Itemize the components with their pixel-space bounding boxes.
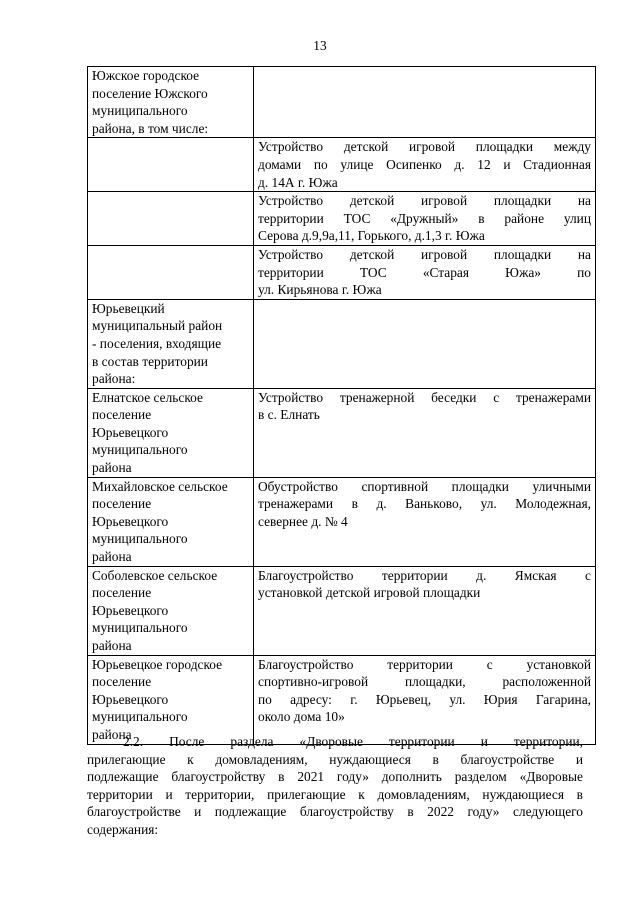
settlement-text-line: Елнатское сельское	[92, 389, 203, 405]
settlement-text-line: Юрьевецкий	[92, 300, 165, 316]
project-cell	[254, 655, 596, 744]
project-text-line: Устройство детской игровой площадки на	[258, 246, 591, 262]
project-text-line: установкой детской игровой площадки	[258, 585, 481, 601]
table-row	[88, 245, 596, 299]
page-number: 13	[313, 38, 327, 53]
settlement-cell	[88, 477, 254, 566]
project-cell	[254, 67, 596, 138]
project-text-line: территории ТОС «Старая Южа» по	[258, 264, 591, 280]
project-text-line: тренажерами в д. Ваньково, ул. Молодежная,	[258, 496, 591, 512]
settlement-text-line: поселение	[92, 674, 152, 690]
settlement-text-line: района, в том числе:	[92, 120, 209, 136]
table-row	[88, 477, 596, 566]
settlement-text-line: района	[92, 726, 132, 742]
settlement-text-line: муниципального	[92, 620, 188, 636]
settlement-text-line: Михайловское сельское	[92, 478, 228, 494]
project-text-line: по адресу: г. Юрьевец, ул. Юрия Гагарина,	[258, 691, 591, 707]
paragraph-line: подлежащие благоустройству в 2021 году» дополнить разделом «Дворовые	[87, 769, 583, 785]
project-text-line: территории ТОС «Дружный» в районе улиц	[258, 210, 591, 226]
settlement-cell	[88, 245, 254, 299]
settlement-text-line: Юрьевецкое городское	[92, 656, 223, 672]
table-row	[88, 655, 596, 744]
settlement-text-line: района	[92, 638, 132, 653]
project-text-line: д. 14А г. Южа	[258, 174, 338, 190]
paragraph-line: содержания:	[87, 821, 159, 837]
project-cell	[254, 388, 596, 477]
table-row	[88, 67, 596, 138]
table-row	[88, 388, 596, 477]
project-cell	[254, 245, 596, 299]
paragraph-line: территории и территории, прилегающие к домовладениям, нуждающиеся в	[87, 786, 583, 802]
settlement-text-line: Юрьевецкого	[92, 691, 169, 707]
amendment-paragraph	[87, 733, 583, 839]
settlement-cell	[88, 67, 254, 138]
project-text-line: домами по улице Осипенко д. 12 и Стадионная	[258, 156, 591, 172]
table-row	[88, 566, 596, 655]
paragraph-line: 2.2. После раздела «Дворовые территории и территории,	[123, 734, 583, 749]
settlement-text-line: района	[92, 460, 132, 476]
table-row	[88, 138, 596, 192]
settlement-cell	[88, 566, 254, 655]
settlement-cell	[88, 192, 254, 246]
settlement-text-line: поселение	[92, 407, 152, 423]
settlement-text-line: района:	[92, 371, 136, 387]
project-text-line: Устройство детской игровой площадки на	[258, 193, 591, 209]
paragraph-line: прилегающие к домовладениям, нуждающиеся в благоустройстве и	[87, 751, 583, 767]
settlement-text-line: муниципального	[92, 709, 188, 725]
settlement-text-line: поселение Южского	[92, 85, 208, 101]
project-text-line: ул. Кирьянова г. Южа	[258, 282, 382, 298]
settlement-text-line: Юрьевецкого	[92, 424, 169, 440]
settlement-text-line: в состав территории	[92, 353, 208, 369]
settlement-cell	[88, 655, 254, 744]
project-text-line: около дома 10»	[258, 709, 345, 725]
settlement-text-line: района	[92, 549, 132, 565]
settlement-text-line: Юрьевецкого	[92, 513, 169, 529]
project-text-line: Благоустройство территории д. Ямская с	[258, 567, 591, 583]
project-text-line: Серова д.9,9а,11, Горького, д.1,3 г. Южа	[258, 228, 485, 244]
settlement-text-line: муниципального	[92, 103, 188, 119]
project-cell	[254, 192, 596, 246]
project-text-line: Обустройство спортивной площадки уличными	[258, 478, 591, 494]
settlement-text-line: муниципальный район	[92, 318, 223, 334]
settlement-cell	[88, 138, 254, 192]
settlement-cell	[88, 388, 254, 477]
table-row	[88, 299, 596, 388]
settlement-text-line: Соболевское сельское	[92, 567, 218, 583]
project-text-line: Устройство детской игровой площадки между	[258, 139, 591, 155]
settlement-text-line: поселение	[92, 496, 152, 512]
project-text-line: в с. Елнать	[258, 407, 320, 423]
project-cell	[254, 566, 596, 655]
settlement-text-line: муниципального	[92, 442, 188, 458]
settlement-text-line: Южское городское	[92, 68, 200, 83]
table-row	[88, 192, 596, 246]
project-cell	[254, 138, 596, 192]
settlement-text-line: муниципального	[92, 531, 188, 547]
project-text-line: Устройство тренажерной беседки с тренажерами	[258, 389, 591, 405]
project-cell	[254, 477, 596, 566]
project-text-line: севернее д. № 4	[258, 513, 348, 529]
project-text-line: спортивно-игровой площадки, расположенной	[258, 674, 591, 690]
settlement-text-line: Юрьевецкого	[92, 602, 169, 618]
project-cell	[254, 299, 596, 388]
paragraph-line: благоустройстве и подлежащие благоустройству в 2022 году» следующего	[87, 804, 583, 820]
settlement-projects-table	[87, 66, 596, 745]
settlement-text-line: - поселения, входящие	[92, 335, 222, 351]
settlement-text-line: поселение	[92, 585, 152, 601]
settlement-cell	[88, 299, 254, 388]
project-text-line: Благоустройство территории с установкой	[258, 656, 591, 672]
